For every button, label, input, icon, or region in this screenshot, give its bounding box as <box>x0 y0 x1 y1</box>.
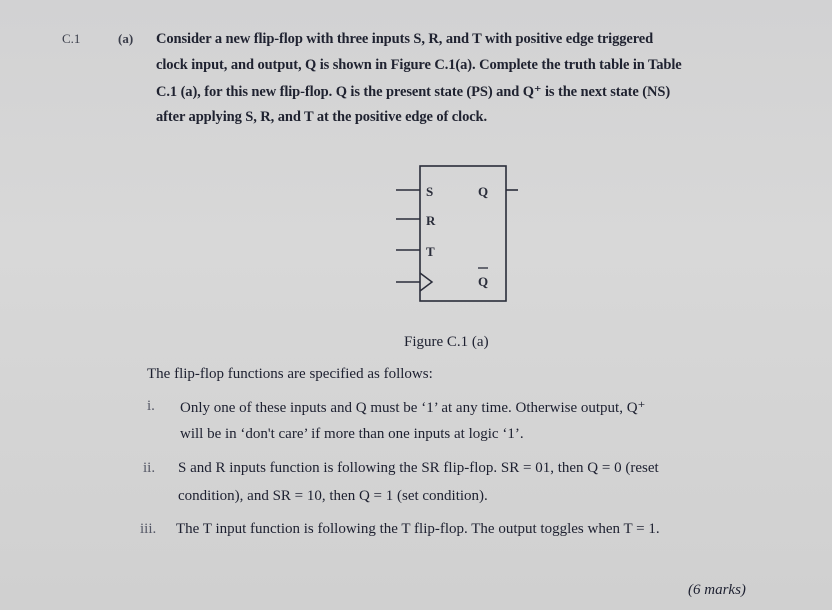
spec-item-3-line-1: The T input function is following the T flip-flop. The output toggles when T = 1. <box>176 521 660 537</box>
flip-flop-diagram <box>392 160 532 310</box>
spec-item-3-number: iii. <box>140 521 157 537</box>
clock-triangle-icon <box>420 273 432 291</box>
question-number: C.1 <box>62 31 81 46</box>
spec-item-1-line-1: Only one of these inputs and Q must be ‘1’ at any time. Otherwise output, Q⁺ <box>180 400 646 416</box>
pin-t-label: T <box>426 244 435 259</box>
spec-item-1-number: i. <box>147 398 155 414</box>
specs-intro: The flip-flop functions are specified as follows: <box>147 366 433 382</box>
pin-q-bar-label: Q <box>478 274 489 289</box>
pin-s-label: S <box>426 184 434 199</box>
pin-q-label: Q <box>478 184 489 199</box>
spec-item-2-line-2: condition), and SR = 10, then Q = 1 (set condition). <box>178 488 488 504</box>
question-paragraph-line-2: clock input, and output, Q is shown in Figure C.1(a). Complete the truth table in Table <box>156 57 682 73</box>
question-part-label: (a) <box>118 31 134 46</box>
spec-item-2-line-1: S and R inputs function is following the SR flip-flop. SR = 01, then Q = 0 (reset <box>178 460 659 476</box>
question-paragraph-line-4: after applying S, R, and T at the positive edge of clock. <box>156 109 488 125</box>
question-paragraph-line-1: Consider a new flip-flop with three inputs S, R, and T with positive edge triggered <box>156 31 654 47</box>
question-paragraph-line-3: C.1 (a), for this new flip-flop. Q is the present state (PS) and Q⁺ is the next state (NS) <box>156 84 671 100</box>
marks-label: (6 marks) <box>688 582 746 598</box>
pin-r-label: R <box>426 213 436 228</box>
spec-item-1-line-2: will be in ‘don't care’ if more than one inputs at logic ‘1’. <box>180 426 524 442</box>
figure-caption: Figure C.1 (a) <box>404 334 489 350</box>
spec-item-2-number: ii. <box>143 460 156 476</box>
